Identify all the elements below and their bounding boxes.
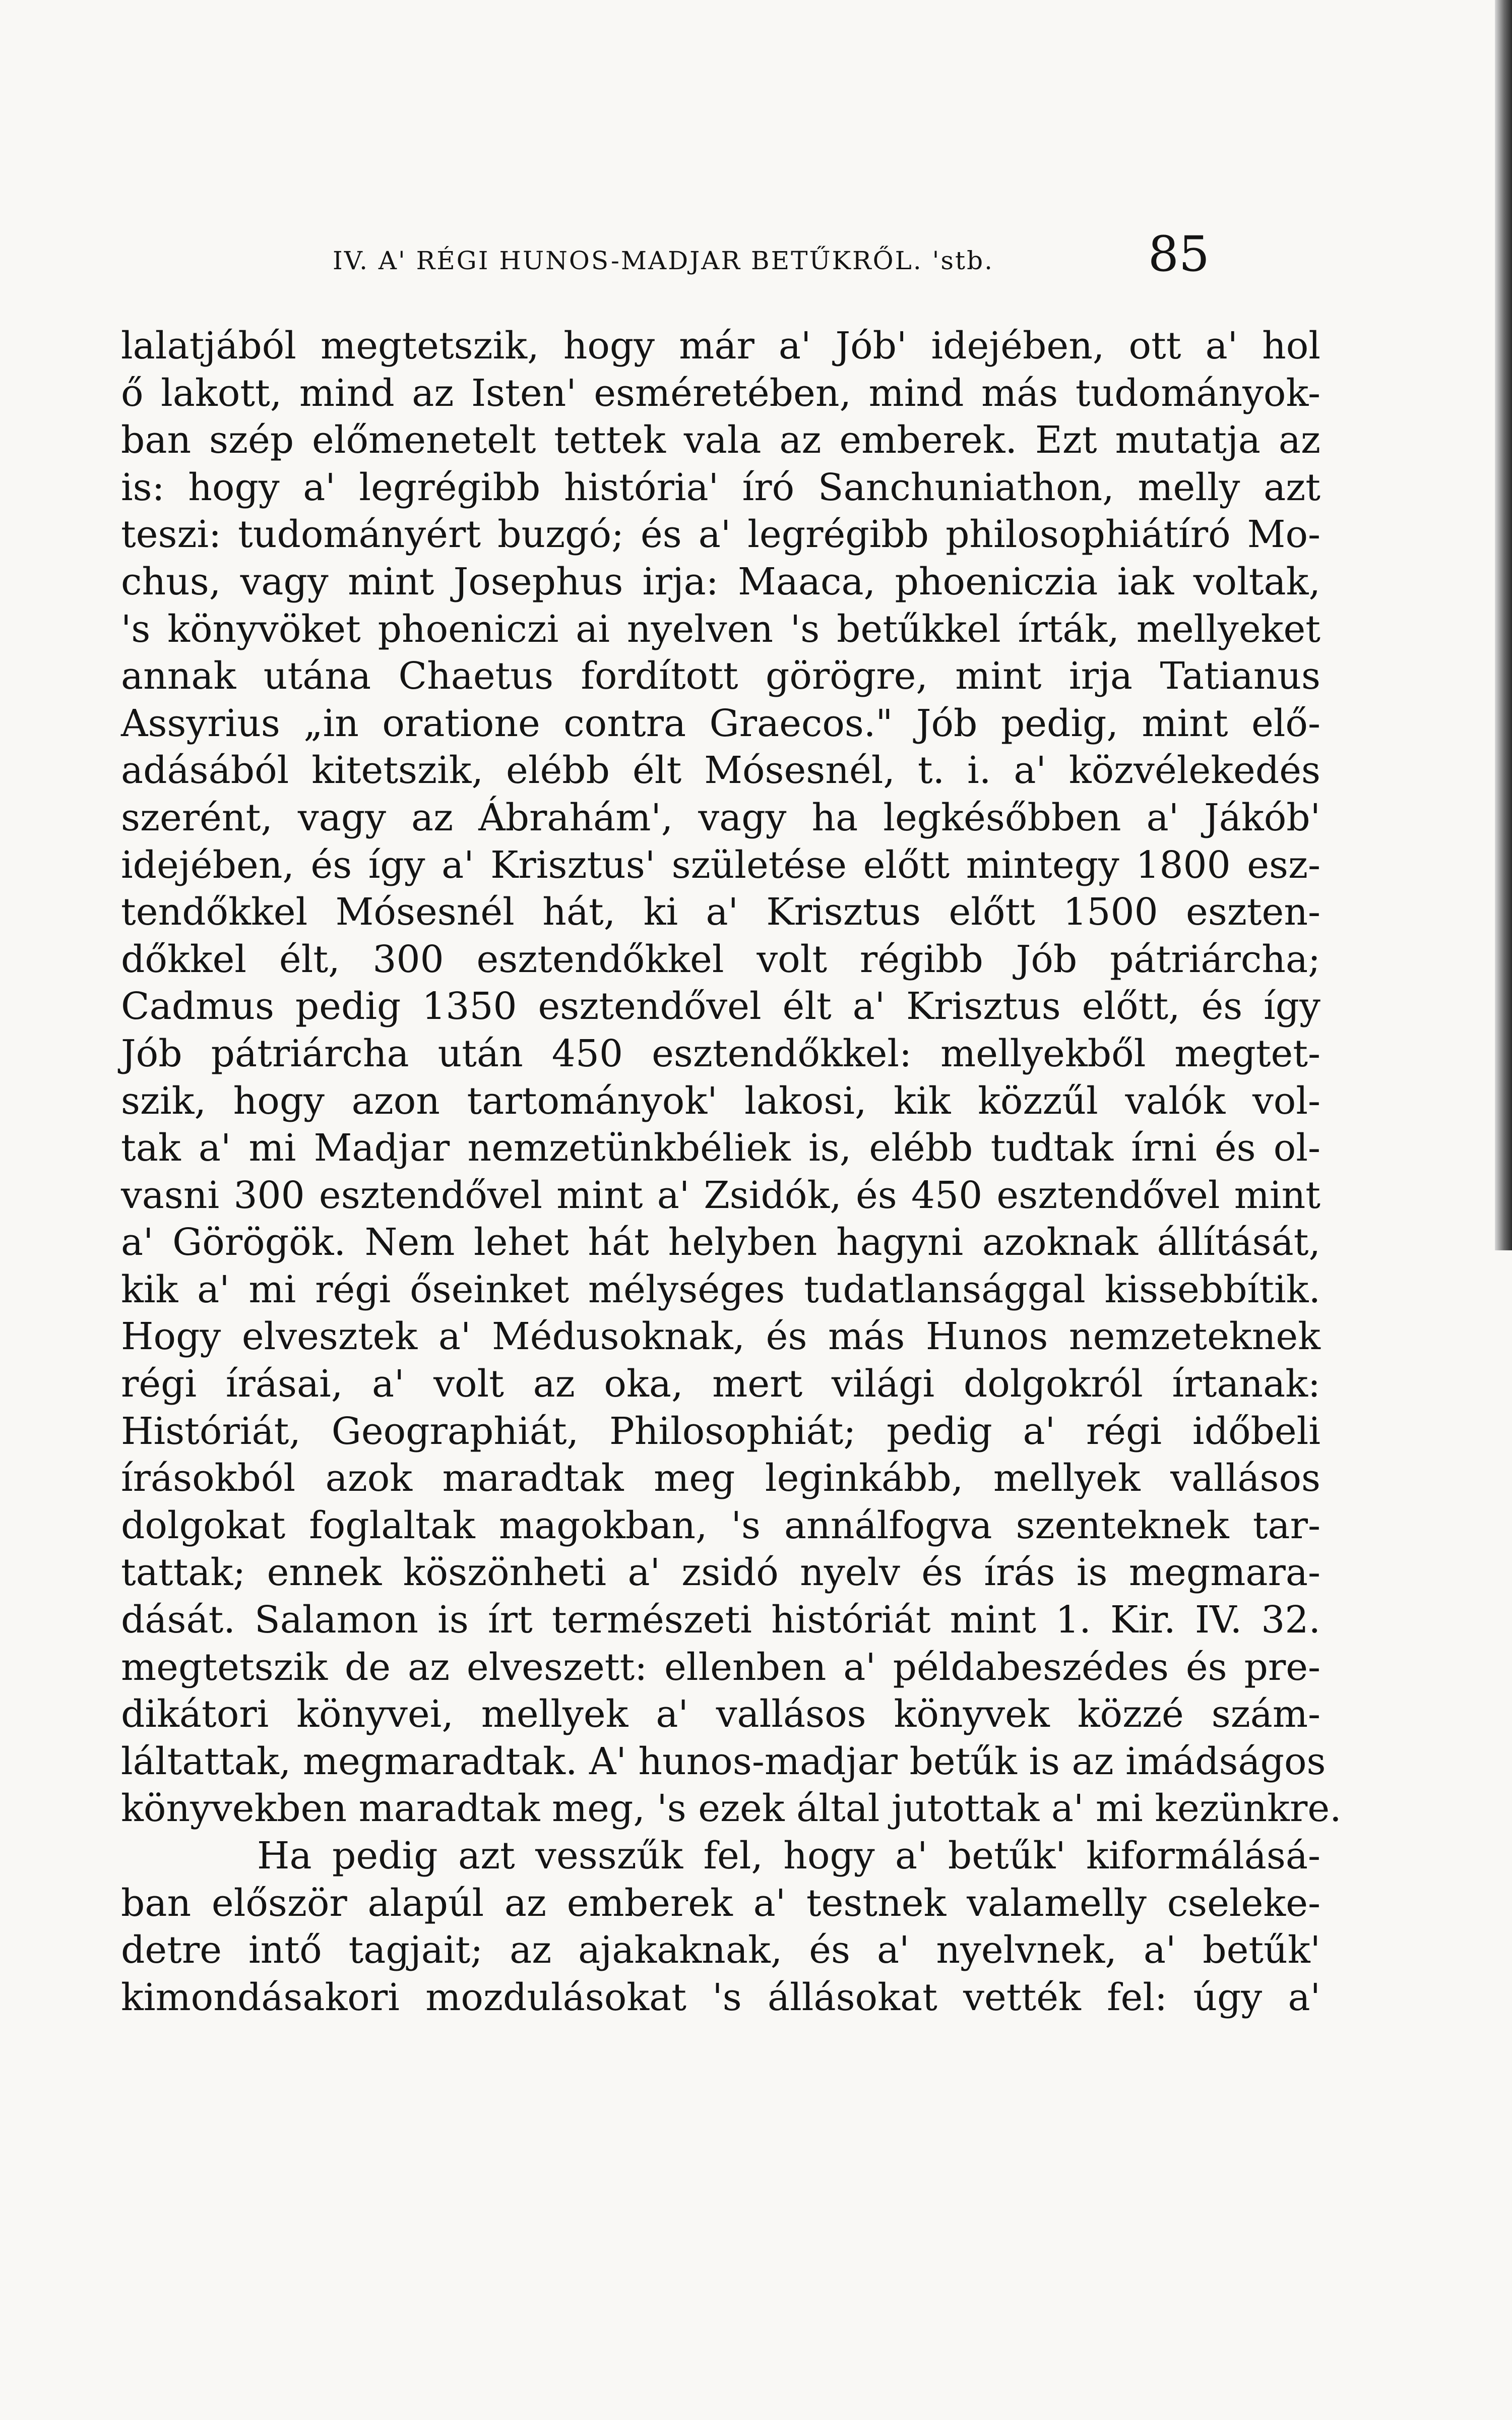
text-line: ban szép előmenetelt tettek vala az emberek. Ezt mutatja az xyxy=(121,418,1320,462)
text-line: dikátori könyvei, mellyek a' vallásos könyvek közzé szám- xyxy=(121,1692,1320,1736)
text-line: szik, hogy azon tartományok' lakosi, kik közzűl valók vol- xyxy=(121,1079,1320,1123)
scan-edge-shadow xyxy=(1495,0,1512,1250)
text-line: tak a' mi Madjar nemzetünkbéliek is, elébb tudtak írni és ol- xyxy=(121,1126,1320,1170)
body-text xyxy=(121,323,1342,2279)
text-line: chus, vagy mint Josephus irja: Maaca, phoeniczia iak voltak, xyxy=(121,560,1320,603)
text-line: régi írásai, a' volt az oka, mert világi dolgokról írtanak: xyxy=(121,1362,1320,1406)
text-line: szerént, vagy az Ábrahám', vagy ha legkésőbben a' Jákób' xyxy=(121,796,1320,839)
text-line: teszi: tudományért buzgó; és a' legrégibb philosophiátíró Mo- xyxy=(121,513,1320,557)
text-line: ban először alapúl az emberek a' testnek valamelly cseleke- xyxy=(121,1881,1320,1925)
text-line: dását. Salamon is írt természeti históriát mint 1. Kir. IV. 32. xyxy=(121,1598,1320,1642)
text-line: a' Görögök. Nem lehet hát helyben hagyni azoknak állítását, xyxy=(121,1221,1320,1264)
text-line: Jób pátriárcha után 450 esztendőkkel: mellyekből megtet- xyxy=(121,1032,1320,1075)
text-line: Ha pedig azt vesszűk fel, hogy a' betűk' kiformálásá- xyxy=(257,1834,1320,1878)
text-line: dolgokat foglaltak magokban, 's annálfogva szenteknek tar- xyxy=(121,1503,1320,1547)
text-line: megtetszik de az elveszett: ellenben a' példabeszédes és pre- xyxy=(121,1645,1320,1689)
text-line: detre intő tagjait; az ajakaknak, és a' nyelvnek, a' betűk' xyxy=(121,1928,1320,1972)
text-line: dőkkel élt, 300 esztendőkkel volt régibb Jób pátriárcha; xyxy=(121,937,1320,981)
text-line: 's könyvöket phoeniczi ai nyelven 's betűkkel írták, mellyeket xyxy=(121,607,1320,651)
text-line: vasni 300 esztendővel mint a' Zsidók, és 450 esztendővel mint xyxy=(121,1173,1320,1217)
running-head: IV. A' RÉGI HUNOS-MADJAR BETŰKRŐL. 'stb. xyxy=(333,246,994,275)
text-line: Hogy elvesztek a' Médusoknak, és más Hunos nemzeteknek xyxy=(121,1315,1320,1359)
text-line: adásából kitetszik, elébb élt Mósesnél, t. i. a' közvélekedés xyxy=(121,749,1320,793)
text-line: tendőkkel Mósesnél hát, ki a' Krisztus előtt 1500 eszten- xyxy=(121,890,1320,934)
text-line: annak utána Chaetus fordított görögre, mint irja Tatianus xyxy=(121,654,1320,698)
text-line: lalatjából megtetszik, hogy már a' Jób' idejében, ott a' hol xyxy=(121,324,1320,368)
text-line: Cadmus pedig 1350 esztendővel élt a' Krisztus előtt, és így xyxy=(121,985,1320,1028)
text-line: Históriát, Geographiát, Philosophiát; pedig a' régi időbeli xyxy=(121,1409,1320,1453)
page-header xyxy=(333,222,1210,282)
text-line: kimondásakori mozdulásokat 's állásokat vették fel: úgy a' xyxy=(121,1975,1320,2019)
page-number: 85 xyxy=(1148,226,1210,282)
text-line: írásokból azok maradtak meg leginkább, mellyek vallásos xyxy=(121,1457,1320,1500)
text-line: is: hogy a' legrégibb história' író Sanchuniathon, melly azt xyxy=(121,465,1320,509)
text-line: kik a' mi régi őseinket mélységes tudatlansággal kissebbítik. xyxy=(121,1267,1320,1311)
text-line: idejében, és így a' Krisztus' születése előtt mintegy 1800 esz- xyxy=(121,843,1320,887)
text-line: könyvekben maradtak meg, 's ezek által jutottak a' mi kezünkre. xyxy=(121,1787,1342,1831)
text-line: láltattak, megmaradtak. A' hunos-madjar betűk is az imádságos xyxy=(121,1739,1326,1783)
text-line: ő lakott, mind az Isten' esméretében, mind más tudományok- xyxy=(121,371,1320,415)
text-line: tattak; ennek köszönheti a' zsidó nyelv és írás is megmara- xyxy=(121,1551,1320,1595)
text-line: Assyrius „in oratione contra Graecos." Jób pedig, mint elő- xyxy=(121,701,1320,745)
